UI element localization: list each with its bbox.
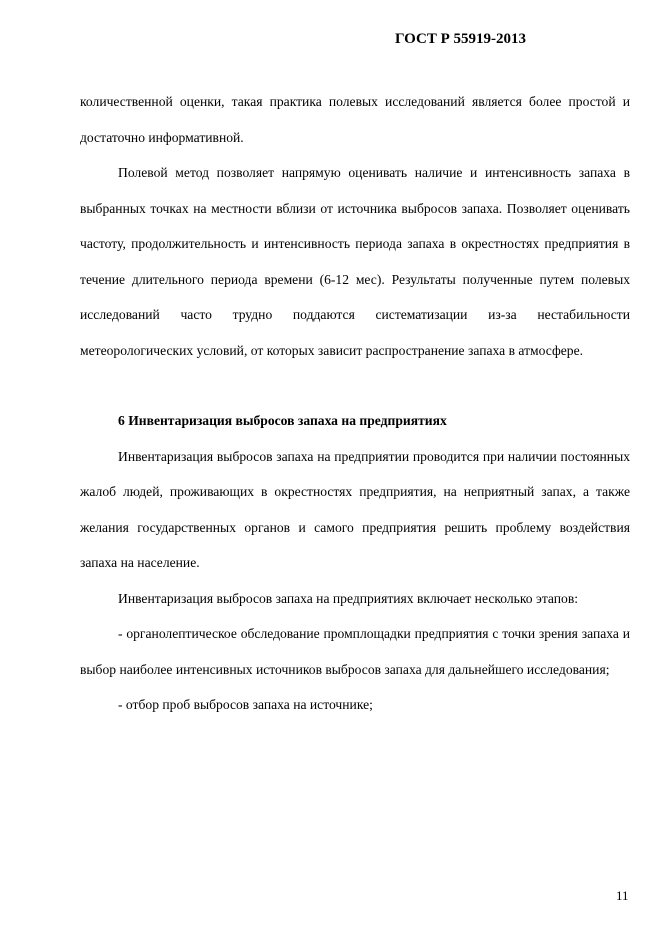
- list-item-organoleptic-survey: - органолептическое обследование промплощадки предприятия с точки зрения запаха и выбор наиболее интенсивных источников выбросов запаха для дальнейшего исследования;: [80, 626, 630, 677]
- paragraph-inventory-stages: Инвентаризация выбросов запаха на предприятиях включает несколько этапов:: [118, 590, 579, 606]
- page-number: 11: [616, 888, 629, 903]
- list-item-sampling: - отбор проб выбросов запаха на источнике;: [118, 697, 373, 712]
- paragraph-inventory-conditions: Инвентаризация выбросов запаха на предприятии проводится при наличии постоянных жалоб людей, проживающих в окрестностях предприятия, на неприятный запах, а также желания государственных органов и самого предприятия решить проблему воздействия запаха на население.: [80, 448, 630, 570]
- section-heading: 6 Инвентаризация выбросов запаха на предприятиях: [118, 413, 447, 428]
- paragraph-field-method: Полевой метод позволяет напрямую оценивать наличие и интенсивность запаха в выбранных точках на местности вблизи от источника выбросов запаха. Позволяет оценивать частоту, продолжительность и интенсивность периода запаха в окрестностях предприятия в течение длительного периода времени (6-12 мес). Результаты полученные путем полевых исследований часто трудно поддаются систематизации из-за нестабильности метеорологических условий, от которых зависит распространение запаха в атмосфере.: [80, 165, 630, 358]
- document-body: [80, 84, 630, 723]
- paragraph-continuation: количественной оценки, такая практика полевых исследований является более простой и достаточно информативной.: [80, 94, 630, 145]
- document-code-header: ГОСТ Р 55919-2013: [395, 31, 527, 47]
